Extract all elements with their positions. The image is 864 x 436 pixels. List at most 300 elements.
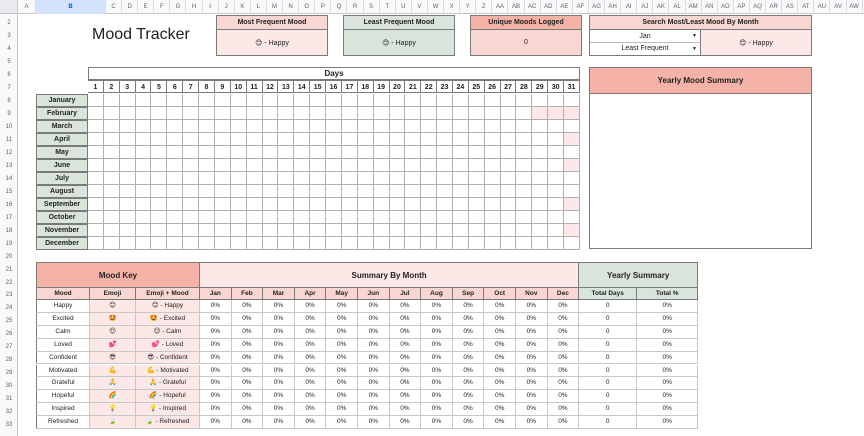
calendar-day-cell[interactable]	[374, 237, 390, 250]
column-header-i[interactable]: I	[203, 0, 219, 14]
calendar-day-cell[interactable]	[104, 159, 120, 172]
calendar-day-cell[interactable]	[120, 224, 136, 237]
calendar-day-cell[interactable]	[501, 185, 517, 198]
calendar-day-cell[interactable]	[469, 237, 485, 250]
calendar-day-cell[interactable]	[342, 198, 358, 211]
calendar-day-cell[interactable]	[151, 159, 167, 172]
calendar-day-cell[interactable]	[310, 185, 326, 198]
calendar-day-cell[interactable]	[326, 120, 342, 133]
calendar-day-cell[interactable]	[501, 107, 517, 120]
calendar-day-cell[interactable]	[151, 120, 167, 133]
calendar-day-cell[interactable]	[437, 107, 453, 120]
calendar-day-cell[interactable]	[120, 172, 136, 185]
calendar-day-cell[interactable]	[501, 133, 517, 146]
calendar-day-cell[interactable]	[104, 172, 120, 185]
calendar-day-cell[interactable]	[231, 133, 247, 146]
column-header-r[interactable]: R	[348, 0, 364, 14]
calendar-day-cell[interactable]	[453, 120, 469, 133]
column-header-g[interactable]: G	[170, 0, 186, 14]
row-header-13[interactable]: 13	[5, 163, 13, 169]
calendar-day-cell[interactable]	[564, 211, 580, 224]
column-header-ai[interactable]: AI	[621, 0, 637, 14]
column-header-an[interactable]: AN	[702, 0, 718, 14]
calendar-day-cell[interactable]	[358, 159, 374, 172]
column-header-af[interactable]: AF	[573, 0, 589, 14]
calendar-day-cell[interactable]	[342, 107, 358, 120]
calendar-day-cell[interactable]	[310, 159, 326, 172]
calendar-day-cell[interactable]	[326, 133, 342, 146]
calendar-day-cell[interactable]	[278, 224, 294, 237]
calendar-day-cell[interactable]	[199, 224, 215, 237]
calendar-day-cell[interactable]	[453, 159, 469, 172]
calendar-day-cell[interactable]	[88, 198, 104, 211]
calendar-day-cell[interactable]	[358, 185, 374, 198]
calendar-day-cell[interactable]	[501, 146, 517, 159]
calendar-day-cell[interactable]	[405, 198, 421, 211]
calendar-day-cell[interactable]	[294, 133, 310, 146]
calendar-day-cell[interactable]	[231, 185, 247, 198]
calendar-day-cell[interactable]	[151, 94, 167, 107]
calendar-day-cell[interactable]	[136, 224, 152, 237]
calendar-day-cell[interactable]	[564, 185, 580, 198]
row-header-24[interactable]: 24	[5, 305, 13, 311]
calendar-day-cell[interactable]	[326, 159, 342, 172]
calendar-day-cell[interactable]	[453, 94, 469, 107]
calendar-day-cell[interactable]	[215, 224, 231, 237]
calendar-day-cell[interactable]	[390, 94, 406, 107]
calendar-day-cell[interactable]	[231, 159, 247, 172]
calendar-day-cell[interactable]	[310, 120, 326, 133]
calendar-day-cell[interactable]	[88, 120, 104, 133]
calendar-day-cell[interactable]	[374, 198, 390, 211]
calendar-day-cell[interactable]	[501, 224, 517, 237]
calendar-day-cell[interactable]	[532, 120, 548, 133]
calendar-day-cell[interactable]	[215, 146, 231, 159]
calendar-day-cell[interactable]	[437, 94, 453, 107]
calendar-day-cell[interactable]	[247, 146, 263, 159]
row-header-25[interactable]: 25	[5, 318, 13, 324]
calendar-day-cell[interactable]	[374, 172, 390, 185]
calendar-day-cell[interactable]	[548, 198, 564, 211]
calendar-day-cell[interactable]	[167, 172, 183, 185]
row-header-7[interactable]: 7	[7, 85, 11, 91]
calendar-day-cell[interactable]	[183, 198, 199, 211]
calendar-day-cell[interactable]	[136, 120, 152, 133]
calendar-day-cell[interactable]	[548, 211, 564, 224]
calendar-day-cell[interactable]	[120, 146, 136, 159]
calendar-day-cell[interactable]	[104, 94, 120, 107]
calendar-day-cell[interactable]	[532, 94, 548, 107]
calendar-day-cell[interactable]	[342, 211, 358, 224]
calendar-day-cell[interactable]	[120, 237, 136, 250]
calendar-day-cell[interactable]	[374, 211, 390, 224]
calendar-day-cell[interactable]	[151, 211, 167, 224]
calendar-day-cell[interactable]	[342, 185, 358, 198]
calendar-day-cell[interactable]	[310, 211, 326, 224]
calendar-day-cell[interactable]	[88, 224, 104, 237]
column-header-p[interactable]: P	[315, 0, 331, 14]
calendar-day-cell[interactable]	[469, 224, 485, 237]
calendar-day-cell[interactable]	[516, 211, 532, 224]
column-header-z[interactable]: Z	[476, 0, 492, 14]
calendar-day-cell[interactable]	[516, 146, 532, 159]
calendar-day-cell[interactable]	[469, 133, 485, 146]
column-header-am[interactable]: AM	[686, 0, 702, 14]
row-header-27[interactable]: 27	[5, 344, 13, 350]
column-header-ak[interactable]: AK	[653, 0, 669, 14]
calendar-day-cell[interactable]	[501, 159, 517, 172]
calendar-day-cell[interactable]	[532, 133, 548, 146]
calendar-day-cell[interactable]	[263, 133, 279, 146]
calendar-day-cell[interactable]	[485, 172, 501, 185]
row-header-10[interactable]: 10	[5, 124, 13, 130]
calendar-day-cell[interactable]	[231, 107, 247, 120]
calendar-day-cell[interactable]	[532, 159, 548, 172]
calendar-day-cell[interactable]	[453, 224, 469, 237]
calendar-day-cell[interactable]	[151, 237, 167, 250]
calendar-day-cell[interactable]	[294, 120, 310, 133]
calendar-day-cell[interactable]	[485, 94, 501, 107]
calendar-day-cell[interactable]	[120, 133, 136, 146]
calendar-day-cell[interactable]	[374, 120, 390, 133]
row-header-16[interactable]: 16	[5, 202, 13, 208]
mode-select[interactable]	[590, 43, 701, 55]
calendar-day-cell[interactable]	[469, 120, 485, 133]
column-header-n[interactable]: N	[283, 0, 299, 14]
calendar-day-cell[interactable]	[390, 237, 406, 250]
calendar-day-cell[interactable]	[485, 146, 501, 159]
calendar-day-cell[interactable]	[231, 172, 247, 185]
calendar-day-cell[interactable]	[310, 224, 326, 237]
calendar-day-cell[interactable]	[278, 198, 294, 211]
calendar-day-cell[interactable]	[278, 237, 294, 250]
column-header-h[interactable]: H	[187, 0, 203, 14]
most-frequent-value[interactable]: 😊 - Happy	[217, 30, 327, 55]
calendar-day-cell[interactable]	[390, 224, 406, 237]
calendar-day-cell[interactable]	[294, 159, 310, 172]
row-header-12[interactable]: 12	[5, 150, 13, 156]
calendar-day-cell[interactable]	[516, 237, 532, 250]
calendar-day-cell[interactable]	[199, 159, 215, 172]
row-header-15[interactable]: 15	[5, 189, 13, 195]
column-header-o[interactable]: O	[299, 0, 315, 14]
calendar-day-cell[interactable]	[390, 107, 406, 120]
calendar-day-cell[interactable]	[358, 224, 374, 237]
calendar-day-cell[interactable]	[564, 198, 580, 211]
calendar-day-cell[interactable]	[167, 120, 183, 133]
calendar-day-cell[interactable]	[469, 146, 485, 159]
column-header-l[interactable]: L	[251, 0, 267, 14]
calendar-day-cell[interactable]	[104, 224, 120, 237]
calendar-day-cell[interactable]	[437, 172, 453, 185]
calendar-day-cell[interactable]	[310, 146, 326, 159]
calendar-day-cell[interactable]	[548, 120, 564, 133]
calendar-day-cell[interactable]	[453, 107, 469, 120]
calendar-day-cell[interactable]	[405, 133, 421, 146]
calendar-day-cell[interactable]	[548, 237, 564, 250]
calendar-day-cell[interactable]	[183, 133, 199, 146]
calendar-day-cell[interactable]	[151, 185, 167, 198]
calendar-day-cell[interactable]	[326, 185, 342, 198]
calendar-day-cell[interactable]	[390, 185, 406, 198]
row-header-8[interactable]: 8	[7, 98, 11, 104]
calendar-day-cell[interactable]	[405, 94, 421, 107]
calendar-day-cell[interactable]	[167, 159, 183, 172]
row-header-33[interactable]: 33	[5, 422, 13, 428]
column-header-aj[interactable]: AJ	[637, 0, 653, 14]
column-header-x[interactable]: X	[444, 0, 460, 14]
calendar-day-cell[interactable]	[548, 94, 564, 107]
calendar-day-cell[interactable]	[231, 224, 247, 237]
row-header-29[interactable]: 29	[5, 370, 13, 376]
calendar-day-cell[interactable]	[485, 120, 501, 133]
calendar-day-cell[interactable]	[294, 107, 310, 120]
calendar-day-cell[interactable]	[278, 133, 294, 146]
calendar-day-cell[interactable]	[215, 107, 231, 120]
calendar-day-cell[interactable]	[247, 133, 263, 146]
column-header-au[interactable]: AU	[814, 0, 830, 14]
calendar-day-cell[interactable]	[310, 107, 326, 120]
calendar-day-cell[interactable]	[421, 211, 437, 224]
calendar-day-cell[interactable]	[278, 185, 294, 198]
calendar-day-cell[interactable]	[421, 224, 437, 237]
calendar-day-cell[interactable]	[151, 172, 167, 185]
calendar-day-cell[interactable]	[469, 198, 485, 211]
calendar-day-cell[interactable]	[326, 237, 342, 250]
calendar-day-cell[interactable]	[136, 198, 152, 211]
calendar-day-cell[interactable]	[421, 133, 437, 146]
row-header-23[interactable]: 23	[5, 292, 13, 298]
calendar-day-cell[interactable]	[167, 198, 183, 211]
column-header-ao[interactable]: AO	[718, 0, 734, 14]
calendar-day-cell[interactable]	[405, 159, 421, 172]
calendar-day-cell[interactable]	[183, 146, 199, 159]
calendar-day-cell[interactable]	[215, 237, 231, 250]
row-header-14[interactable]: 14	[5, 176, 13, 182]
calendar-day-cell[interactable]	[532, 185, 548, 198]
calendar-day-cell[interactable]	[247, 224, 263, 237]
calendar-day-cell[interactable]	[120, 211, 136, 224]
calendar-day-cell[interactable]	[136, 94, 152, 107]
calendar-day-cell[interactable]	[405, 224, 421, 237]
calendar-day-cell[interactable]	[485, 198, 501, 211]
calendar-day-cell[interactable]	[453, 172, 469, 185]
calendar-day-cell[interactable]	[516, 120, 532, 133]
calendar-day-cell[interactable]	[390, 198, 406, 211]
calendar-day-cell[interactable]	[501, 211, 517, 224]
calendar-day-cell[interactable]	[532, 224, 548, 237]
column-header-c[interactable]: C	[106, 0, 122, 14]
calendar-day-cell[interactable]	[120, 159, 136, 172]
calendar-day-cell[interactable]	[405, 211, 421, 224]
calendar-day-cell[interactable]	[104, 146, 120, 159]
calendar-day-cell[interactable]	[294, 185, 310, 198]
row-header-18[interactable]: 18	[5, 228, 13, 234]
calendar-day-cell[interactable]	[516, 172, 532, 185]
calendar-day-cell[interactable]	[374, 94, 390, 107]
calendar-day-cell[interactable]	[358, 107, 374, 120]
calendar-day-cell[interactable]	[437, 120, 453, 133]
calendar-day-cell[interactable]	[263, 237, 279, 250]
calendar-day-cell[interactable]	[151, 107, 167, 120]
calendar-day-cell[interactable]	[215, 211, 231, 224]
calendar-day-cell[interactable]	[390, 120, 406, 133]
row-header-3[interactable]: 3	[7, 33, 11, 39]
calendar-day-cell[interactable]	[294, 198, 310, 211]
calendar-day-cell[interactable]	[532, 107, 548, 120]
calendar-day-cell[interactable]	[278, 159, 294, 172]
calendar-day-cell[interactable]	[215, 185, 231, 198]
column-header-ar[interactable]: AR	[766, 0, 782, 14]
calendar-day-cell[interactable]	[310, 133, 326, 146]
calendar-day-cell[interactable]	[167, 224, 183, 237]
calendar-day-cell[interactable]	[263, 94, 279, 107]
calendar-day-cell[interactable]	[120, 107, 136, 120]
calendar-day-cell[interactable]	[437, 146, 453, 159]
calendar-day-cell[interactable]	[88, 107, 104, 120]
row-header-4[interactable]: 4	[7, 46, 11, 52]
calendar-day-cell[interactable]	[136, 237, 152, 250]
calendar-day-cell[interactable]	[294, 211, 310, 224]
calendar-day-cell[interactable]	[501, 172, 517, 185]
calendar-day-cell[interactable]	[247, 198, 263, 211]
calendar-day-cell[interactable]	[342, 146, 358, 159]
calendar-day-cell[interactable]	[167, 146, 183, 159]
calendar-day-cell[interactable]	[342, 159, 358, 172]
calendar-day-cell[interactable]	[564, 107, 580, 120]
column-header-w[interactable]: W	[428, 0, 444, 14]
calendar-day-cell[interactable]	[136, 172, 152, 185]
column-header-at[interactable]: AT	[798, 0, 814, 14]
unique-moods-value[interactable]: 0	[471, 30, 581, 55]
calendar-day-cell[interactable]	[199, 120, 215, 133]
row-header-21[interactable]: 21	[5, 267, 13, 273]
calendar-day-cell[interactable]	[88, 185, 104, 198]
column-header-k[interactable]: K	[235, 0, 251, 14]
calendar-day-cell[interactable]	[421, 237, 437, 250]
calendar-day-cell[interactable]	[247, 172, 263, 185]
calendar-day-cell[interactable]	[263, 107, 279, 120]
calendar-day-cell[interactable]	[310, 172, 326, 185]
calendar-day-cell[interactable]	[405, 237, 421, 250]
calendar-day-cell[interactable]	[167, 107, 183, 120]
calendar-day-cell[interactable]	[516, 224, 532, 237]
calendar-day-cell[interactable]	[199, 94, 215, 107]
calendar-day-cell[interactable]	[421, 159, 437, 172]
column-header-ad[interactable]: AD	[541, 0, 557, 14]
calendar-day-cell[interactable]	[199, 185, 215, 198]
calendar-day-cell[interactable]	[167, 94, 183, 107]
column-header-e[interactable]: E	[138, 0, 154, 14]
calendar-day-cell[interactable]	[437, 159, 453, 172]
column-header-ah[interactable]: AH	[605, 0, 621, 14]
calendar-day-cell[interactable]	[390, 211, 406, 224]
column-header-b[interactable]: B	[36, 0, 106, 14]
calendar-day-cell[interactable]	[263, 198, 279, 211]
calendar-day-cell[interactable]	[564, 172, 580, 185]
calendar-day-cell[interactable]	[278, 211, 294, 224]
calendar-day-cell[interactable]	[485, 107, 501, 120]
calendar-day-cell[interactable]	[183, 159, 199, 172]
calendar-day-cell[interactable]	[326, 146, 342, 159]
calendar-day-cell[interactable]	[548, 172, 564, 185]
calendar-day-cell[interactable]	[104, 198, 120, 211]
calendar-day-cell[interactable]	[532, 146, 548, 159]
calendar-day-cell[interactable]	[342, 133, 358, 146]
calendar-day-cell[interactable]	[358, 133, 374, 146]
calendar-day-cell[interactable]	[390, 133, 406, 146]
calendar-day-cell[interactable]	[342, 224, 358, 237]
calendar-day-cell[interactable]	[564, 224, 580, 237]
column-header-q[interactable]: Q	[331, 0, 347, 14]
calendar-day-cell[interactable]	[263, 211, 279, 224]
calendar-day-cell[interactable]	[326, 224, 342, 237]
calendar-day-cell[interactable]	[120, 198, 136, 211]
calendar-day-cell[interactable]	[136, 185, 152, 198]
calendar-day-cell[interactable]	[469, 107, 485, 120]
calendar-day-cell[interactable]	[199, 133, 215, 146]
calendar-day-cell[interactable]	[278, 120, 294, 133]
calendar-day-cell[interactable]	[358, 237, 374, 250]
calendar-day-cell[interactable]	[136, 146, 152, 159]
calendar-day-cell[interactable]	[358, 94, 374, 107]
column-header-f[interactable]: F	[154, 0, 170, 14]
calendar-day-cell[interactable]	[310, 237, 326, 250]
calendar-day-cell[interactable]	[390, 146, 406, 159]
calendar-day-cell[interactable]	[405, 120, 421, 133]
calendar-day-cell[interactable]	[278, 107, 294, 120]
calendar-day-cell[interactable]	[548, 133, 564, 146]
calendar-day-cell[interactable]	[231, 146, 247, 159]
calendar-day-cell[interactable]	[294, 94, 310, 107]
calendar-day-cell[interactable]	[151, 146, 167, 159]
calendar-day-cell[interactable]	[326, 198, 342, 211]
calendar-day-cell[interactable]	[453, 133, 469, 146]
calendar-day-cell[interactable]	[310, 94, 326, 107]
row-header-26[interactable]: 26	[5, 331, 13, 337]
column-header-s[interactable]: S	[364, 0, 380, 14]
calendar-day-cell[interactable]	[453, 185, 469, 198]
calendar-day-cell[interactable]	[263, 146, 279, 159]
calendar-day-cell[interactable]	[183, 185, 199, 198]
column-header-a[interactable]: A	[18, 0, 36, 14]
calendar-day-cell[interactable]	[215, 120, 231, 133]
calendar-day-cell[interactable]	[564, 237, 580, 250]
calendar-day-cell[interactable]	[374, 146, 390, 159]
calendar-day-cell[interactable]	[453, 237, 469, 250]
row-header-11[interactable]: 11	[5, 137, 13, 143]
calendar-day-cell[interactable]	[167, 185, 183, 198]
calendar-day-cell[interactable]	[516, 198, 532, 211]
calendar-day-cell[interactable]	[183, 211, 199, 224]
calendar-day-cell[interactable]	[532, 172, 548, 185]
column-header-m[interactable]: M	[267, 0, 283, 14]
calendar-day-cell[interactable]	[104, 237, 120, 250]
calendar-day-cell[interactable]	[390, 159, 406, 172]
row-header-2[interactable]: 2	[7, 20, 11, 26]
calendar-day-cell[interactable]	[421, 198, 437, 211]
calendar-day-cell[interactable]	[326, 94, 342, 107]
column-header-ab[interactable]: AB	[509, 0, 525, 14]
calendar-day-cell[interactable]	[358, 198, 374, 211]
calendar-day-cell[interactable]	[358, 172, 374, 185]
column-header-y[interactable]: Y	[460, 0, 476, 14]
calendar-day-cell[interactable]	[183, 237, 199, 250]
calendar-day-cell[interactable]	[199, 146, 215, 159]
calendar-day-cell[interactable]	[263, 224, 279, 237]
calendar-day-cell[interactable]	[199, 211, 215, 224]
calendar-day-cell[interactable]	[263, 159, 279, 172]
